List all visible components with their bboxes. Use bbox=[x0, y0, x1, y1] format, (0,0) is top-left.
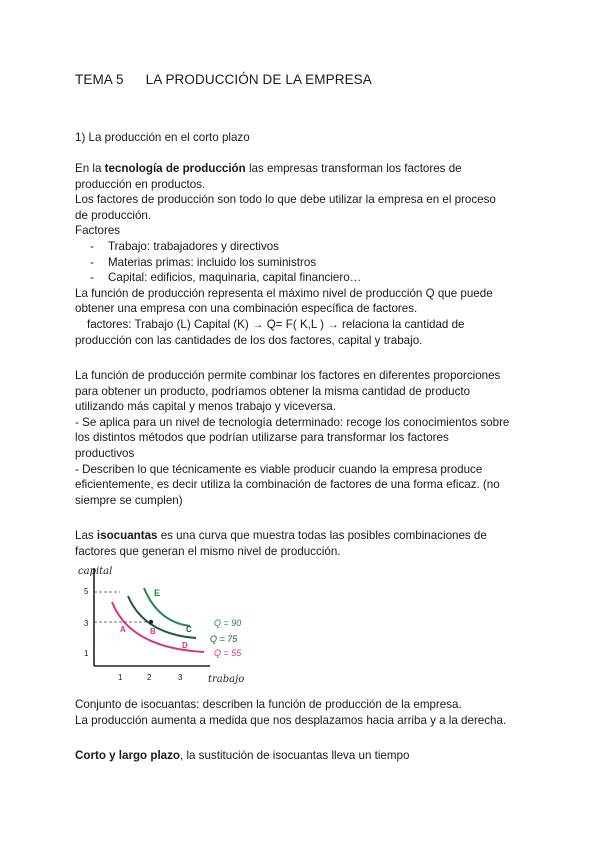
curve-label-q75: Q = 75 bbox=[210, 634, 238, 644]
list-item: - Materias primas: incluido los suministros bbox=[90, 255, 317, 269]
point-label-a: A bbox=[120, 625, 126, 634]
x-tick: 1 bbox=[118, 673, 123, 682]
x-tick: 2 bbox=[147, 673, 152, 682]
list-item: - Capital: edificios, maquinaria, capital financiero… bbox=[90, 271, 362, 285]
curve-label-q90: Q = 90 bbox=[214, 618, 242, 628]
intro-paragraph: En la tecnología de producción las empresas transforman los factores de producción en productos. Los factores de producción son todo lo que debe utilizar la empresa en el proceso de producción. Factores - Trabajo: trabajadores y directivos - Materias primas: incluido los suministros - Capital: edificios, maquinaria, capital financiero… La función de producción representa el máximo nivel de producción Q que puede obtener una empresa con una combinación específica de factores. factores: Trabajo (L) Capital (K) → Q= F( K,L ) → relaciona la cantidad de producción con las cantidades de los dos factores, capital y trabajo. bbox=[75, 161, 535, 348]
point-label-e: E bbox=[154, 588, 161, 598]
y-axis-label: capital bbox=[78, 566, 113, 577]
section-heading: 1) La producción en el corto plazo bbox=[75, 131, 250, 144]
curve-label-q55: Q = 55 bbox=[214, 648, 242, 658]
factores-heading: Factores bbox=[75, 224, 121, 238]
isocuantas-paragraph: Las isocuantas es una curva que muestra todas las posibles combinaciones de factores que generan el mismo nivel de producción. bbox=[75, 529, 487, 558]
term-isocuantas: isocuantas bbox=[96, 529, 158, 542]
y-tick: 3 bbox=[84, 619, 89, 628]
y-tick: 1 bbox=[84, 649, 89, 658]
point-b-dot bbox=[149, 620, 153, 624]
term-tecnologia: tecnología de producción bbox=[104, 162, 246, 175]
title-number: TEMA 5 bbox=[75, 72, 124, 87]
isoquant-figure bbox=[72, 560, 264, 692]
point-label-c: C bbox=[186, 625, 192, 634]
x-tick: 3 bbox=[178, 673, 183, 682]
term-corto-largo: Corto y largo plazo bbox=[75, 749, 180, 762]
y-tick: 5 bbox=[84, 587, 89, 596]
x-axis-label: trabajo bbox=[208, 674, 245, 685]
corto-paragraph: Corto y largo plazo, la sustitución de isocuantas lleva un tiempo bbox=[75, 749, 410, 762]
conjunto-paragraph: Conjunto de isocuantas: describen la función de producción de la empresa. La producción aumenta a medida que nos desplazamos hacia arriba y a la derecha. bbox=[75, 698, 507, 727]
point-label-d: D bbox=[182, 641, 188, 650]
list-item: - Trabajo: trabajadores y directivos bbox=[90, 239, 279, 253]
combinar-paragraph: La función de producción permite combinar los factores en diferentes proporciones para obtener un producto, podríamos obtener la misma cantidad de producto utilizando más capital y menos trabajo y viceversa. - Se aplica para un nivel de tecnología determinado: recoge los conocimientos sobre los distintos métodos que podrían utilizarse para transformar los factores productivos - Describen lo que técnicamente es viable producir cuando la empresa produce eficientemente, es decir utiliza la combinación de factores de una forma eficaz. (no siempre se cumplen) bbox=[75, 369, 510, 507]
page-title bbox=[75, 72, 372, 87]
point-label-b: B bbox=[150, 627, 156, 636]
title-text: LA PRODUCCIÓN DE LA EMPRESA bbox=[145, 72, 372, 87]
